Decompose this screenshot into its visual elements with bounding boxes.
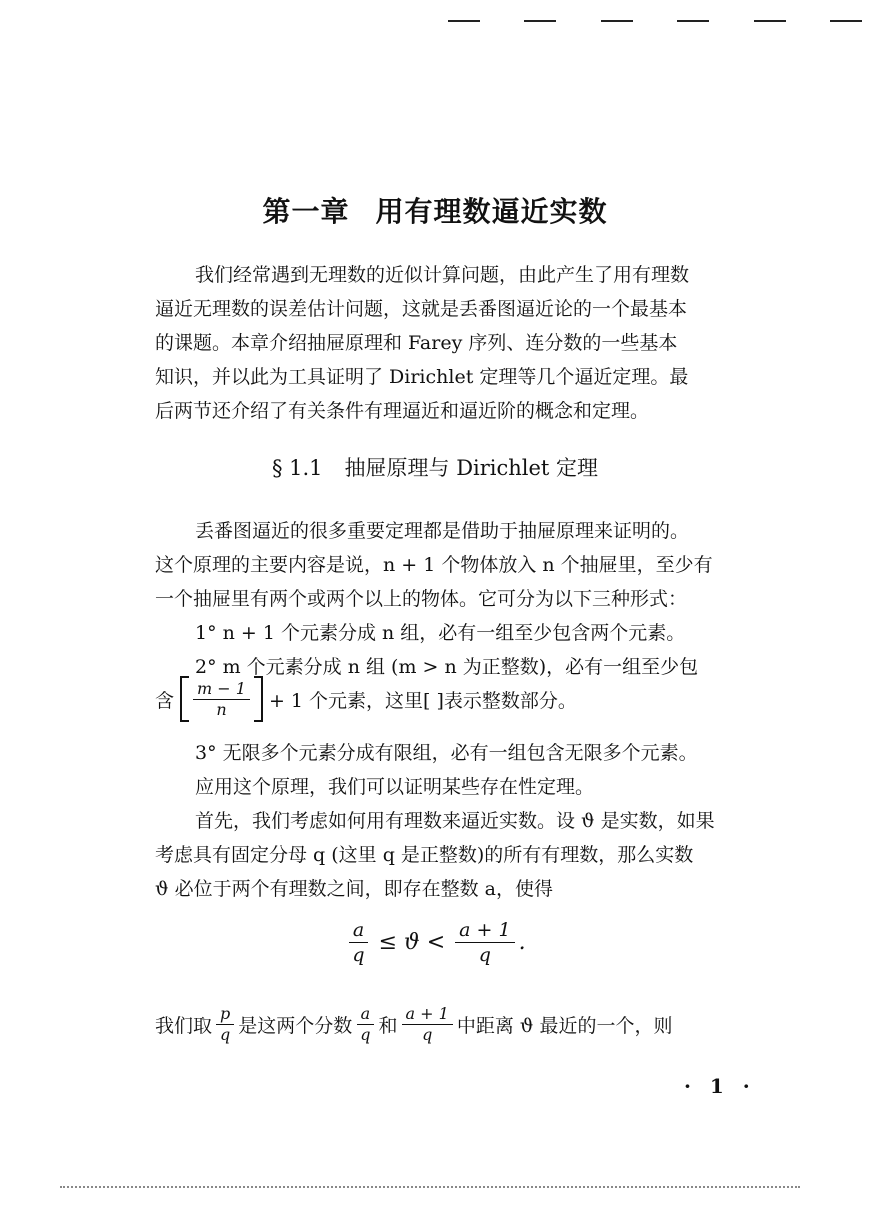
fraction-denominator: q [478,944,491,966]
page-number: · 1 · [684,1074,756,1098]
text-line: 考虑具有固定分母 q (这里 q 是正整数)的所有有理数，那么实数 [155,844,694,866]
text-line: ϑ 必位于两个有理数之间，即存在整数 a，使得 [155,878,553,900]
section-title: 抽屉原理与 Dirichlet 定理 [344,456,599,480]
text-fragment: 是这两个分数 [238,1015,353,1037]
text-line: 后两节还介绍了有关条件有理逼近和逼近阶的概念和定理。 [155,400,650,422]
fraction-numerator: a [349,918,368,943]
text-line: 2° m 个元素分成 n 组 (m > n 为正整数)，必有一组至少包 [195,656,699,678]
text-fragment: 含 [155,689,175,712]
chapter-label: 第一章 [262,195,350,228]
fraction [402,1004,453,1045]
intro-paragraph [155,258,770,428]
bottom-rule [60,1186,800,1188]
fraction-numerator: p [216,1004,234,1025]
fraction [216,1004,234,1045]
text-fragment: 中距离 ϑ 最近的一个，则 [456,1015,673,1037]
body-paragraph-2 [155,736,770,906]
fraction-denominator: q [360,1025,371,1044]
section-heading [0,452,870,482]
text-line: 应用这个原理，我们可以证明某些存在性定理。 [195,776,595,798]
chapter-name: 用有理数逼近实数 [375,195,608,228]
fraction-denominator: n [216,699,227,719]
fraction-numerator: a [357,1004,375,1025]
text-fragment: 我们取 [155,1015,213,1037]
chapter-title [0,190,870,230]
fraction-numerator: a + 1 [455,918,514,943]
formula-period: . [518,930,526,955]
fraction-numerator: a + 1 [402,1004,453,1025]
text-line: 首先，我们考虑如何用有理数来逼近实数。设 ϑ 是实数，如果 [195,810,715,832]
text-fragment: 和 [378,1015,398,1037]
text-line: 我们经常遇到无理数的近似计算问题，由此产生了用有理数 [195,264,690,286]
integer-part-bracket [180,676,263,722]
text-line: 丢番图逼近的很多重要定理都是借助于抽屉原理来证明的。 [195,520,690,542]
fraction-denominator: q [352,944,365,966]
text-line: 这个原理的主要内容是说，n + 1 个物体放入 n 个抽屉里，至少有 [155,554,713,576]
top-rule [448,20,862,22]
text-fragment: + 1 个元素，这里[ ]表示整数部分。 [268,689,577,712]
text-line: 的课题。本章介绍抽屉原理和 Farey 序列、连分数的一些基本 [155,332,678,354]
body-paragraph-1 [155,514,770,684]
section-number: § 1.1 [271,456,323,480]
fraction [348,918,368,967]
fraction-denominator: q [422,1025,433,1044]
text-line: 逼近无理数的误差估计问题，这就是丢番图逼近论的一个最基本 [155,298,688,320]
text-line: 一个抽屉里有两个或两个以上的物体。它可分为以下三种形式： [155,588,688,610]
fraction-numerator: m − 1 [193,679,250,700]
fraction [193,679,250,720]
fraction-denominator: q [220,1025,231,1044]
bracket-formula-line [155,676,577,722]
formula-relation: ≤ ϑ < [378,930,446,955]
fraction [455,918,514,967]
text-line: 3° 无限多个元素分成有限组，必有一组包含无限多个元素。 [195,742,698,764]
fraction [356,1004,374,1045]
display-formula [0,918,870,967]
text-line: 知识，并以此为工具证明了 Dirichlet 定理等几个逼近定理。最 [155,366,689,388]
text-line: 1° n + 1 个元素分成 n 组，必有一组至少包含两个元素。 [195,622,686,644]
fraction-sentence-line [155,1004,673,1045]
